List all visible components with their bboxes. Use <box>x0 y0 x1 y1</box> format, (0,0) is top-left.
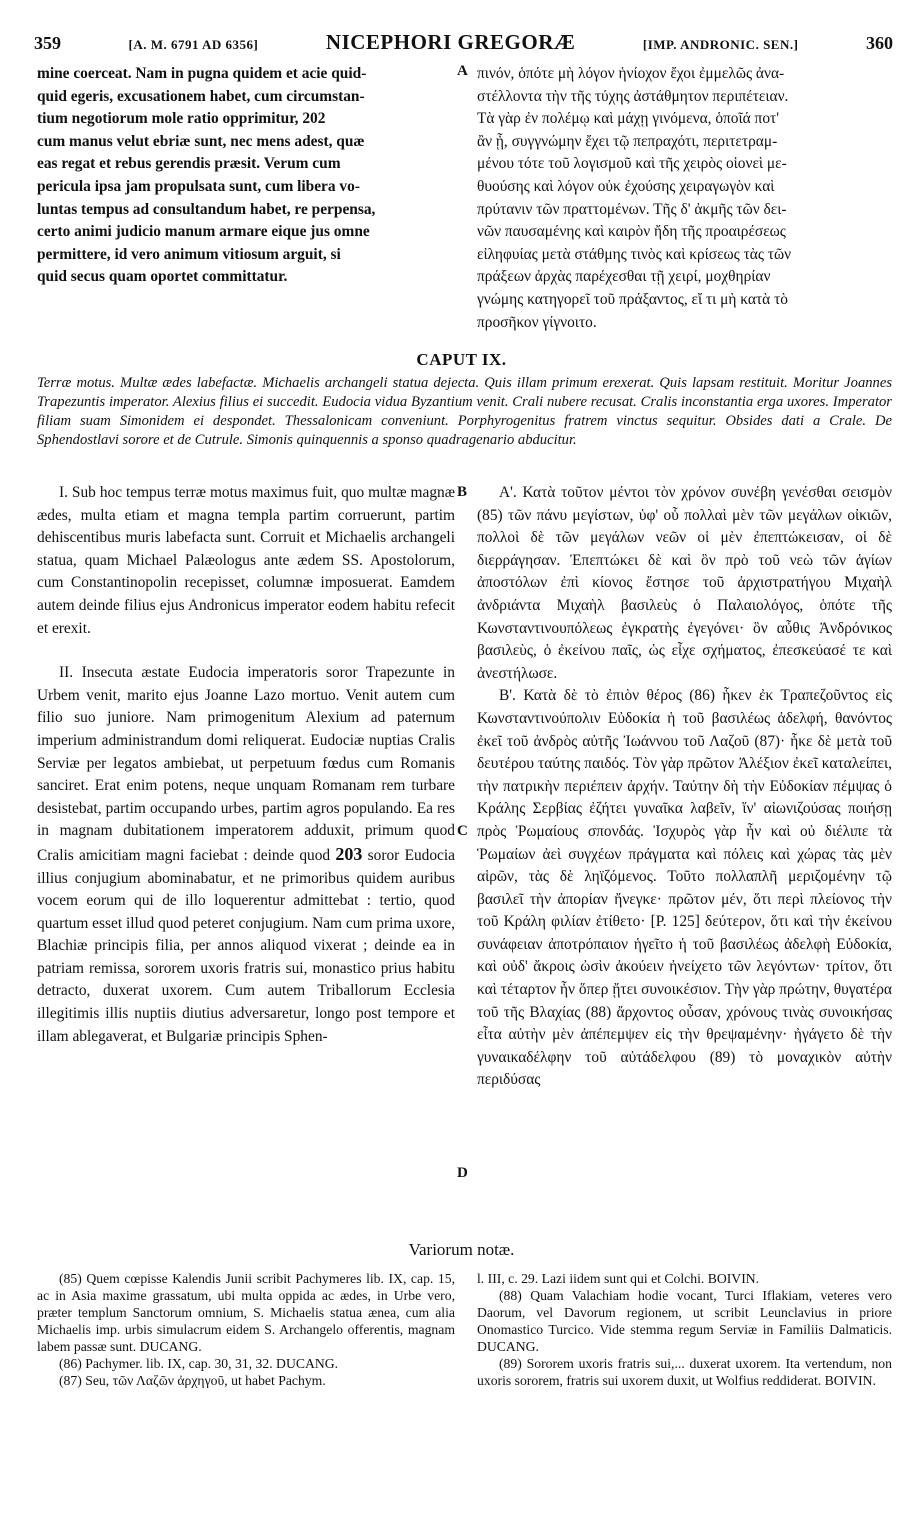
note-87: (87) Seu, τῶν Λαζῶν ἀρχηγοῦ, ut habet Pachym. <box>59 1373 326 1388</box>
note-87-continued: l. III, c. 29. Lazi iidem sunt qui et Colchi. BOIVIN. <box>477 1271 760 1286</box>
greek-top-block <box>477 63 892 334</box>
latin-top-line: pericula ipsa jam propulsata sunt, cum libera vo- <box>37 177 360 195</box>
latin-top-line: tium negotiorum mole ratio opprimitur, 202 <box>37 110 326 128</box>
latin-top-line: certo animi judicio manum armare eique jus omne <box>37 223 370 241</box>
greek-paragraph-1: Α'. Κατὰ τοῦτον μέντοι τὸν χρόνον συνέβη γενέσθαι σεισμὸν (85) τῶν πάνυ μεγίστων, ὑφ' οὗ πολλαὶ μὲν τῶν μεγάλων οἰκιῶν, πολλοὶ δὲ τῶν μεγάλων νεῶν οἱ μὲν ἐπεπτώκεισαν, οἱ δὲ διερράγησαν. Ἐπεπτώκει δὲ καὶ ὃν πρὸ τοῦ νεὼ τῶν ἁγίων ἀποστόλων ἐπὶ κίονος ἔστησε τοῦ ἀρχιστρατήγου Μιχαὴλ ἀνδριάντα Μιχαὴλ βασιλεὺς ὁ Παλαιολόγος, ὁπότε τῆς Κωνσταντινουπόλεως ἐγκρατὴς ἐγεγόνει· ὃν αὖθις Ἀνδρόνικος βασιλεὺς, ὁ ἐκείνου παῖς, ὡς εἶχε σχήματος, ἐπεσκεύασέ τε καὶ ἀνεστήλωσε. <box>477 484 892 682</box>
greek-body <box>477 482 892 1092</box>
chapter-heading: CAPUT IX. <box>416 350 507 369</box>
greek-top-line: μένου τότε τοῦ λογισμοῦ καὶ τῆς χειρὸς οἱονεὶ με- <box>477 155 787 173</box>
note-89: (89) Sororem uxoris fratris sui,... duxerat uxorem. Ita vertendum, non uxoris sororem, fratris sui uxorem duxit, ut Wolfius reddiderat. BOIVIN. <box>477 1356 892 1388</box>
left-date: [A. M. 6791 AD 6356] <box>128 37 259 52</box>
running-header <box>34 30 893 58</box>
latin-top-block <box>37 63 455 289</box>
latin-body <box>37 482 455 1048</box>
greek-top-line: πινόν, ὁπότε μὴ λόγον ἡνίοχον ἔχοι ἐμμελῶς ἀνα- <box>477 65 785 82</box>
margin-letter-d: D <box>457 1165 468 1181</box>
margin-letter-b: B <box>457 484 468 500</box>
page-title: NICEPHORI GREGORÆ <box>325 30 576 54</box>
greek-paragraph-2: Β'. Κατὰ δὲ τὸ ἐπιὸν θέρος (86) ἧκεν ἐκ Τραπεζοῦντος εἰς Κωνσταντινούπολιν Εὐδοκία ἡ τοῦ βασιλέως ἀδελφή, θανόντος ἐκεῖ τοῦ ἀνδρὸς αὐτῆς Ἰωάννου τοῦ Λαζοῦ (87)· ἧκε δὲ μετὰ τοῦ δευτέρου ταύτης παιδός. Τὸν γὰρ πρῶτον Ἀλέξιον ἐκεῖ καταλείπει, τὴν πατρικὴν περιέπειν ἀρχήν. Ταύτην δὴ τὴν Εὐδοκίαν πέμψας ὁ Κράλης Σερβίας ἐζήτει γυναῖκα λαβεῖν, ἵν' αἰωνιζούσας ποιήσῃ πρὸς Ῥωμαίους σπονδάς. Ἰσχυρὸς γὰρ ἦν καὶ οὐ διέλιπε τὰ Ῥωμαίων ἀεὶ συγχέων πράγματα καὶ πόλεις καὶ χώρας τὰς μὲν αἱρῶν, τὰς δὲ ληϊζόμενος. Τοῦτο πολλαπλῆ μεριζομένην τῷ βασιλεῖ τὴν ἀπορίαν ἤνεγκε· πρῶτον μέν, ὅτι περὶ πλείονος τὴν τοῦ Κράλη φιλίαν ἐτίθετο· [P. 125] δεύτερον, ὅτι καὶ τὴν ἐκείνου συνάφειαν ἀποτρόπαιον ἡγεῖτο ἡ τοῦ βασιλέως ἀδελφὴ Εὐδοκία, καὶ οὐδ' ἄκροις ὠσὶν ἀκούειν ἠνείχετο τῶν λεγόντων· τρίτον, ὅτι καὶ τέταρτον ἦν ὅπερ ᾔτει συνοικέσιον. Τὴν γὰρ πρώτην, θυγατέρα τοῦ τῆς Βλαχίας (88) ἄρχοντος οὖσαν, χρόνους τινὰς συνοικήσας εἶτα αὐτὴν μὲν ἀπέπεμψεν εἰς τὴν θρεψαμένην· ἠγάγετο δὲ τὴν γυναικαδέλφην τοῦ αὐτάδελφου (89) τὸ μοναχικὸν αὐτὴν περιδύσας <box>477 687 892 1089</box>
notes-left-column <box>37 1270 455 1389</box>
greek-top-line: προσῆκον γίγνοιτο. <box>477 313 597 331</box>
greek-top-line: γνώμης κατηγορεῖ τοῦ πράξαντος, εἴ τι μὴ κατὰ τὸ <box>477 290 788 308</box>
latin-top-line: cum manus velut ebriæ sunt, nec mens adest, quæ <box>37 132 365 150</box>
greek-top-line: ἂν ᾖ, συγγνώμην ἔχει τῷ πεπραχότι, περιτετραμ- <box>477 132 778 150</box>
latin-paragraph-2-continued: soror Eudocia illius conjugium abominabatur, et ne primoribus quidem auribus vocem eorum qui de illo loquerentur admittebat : tertio, quod quartum esset illud quod peteret conjugium. Nam cum prima uxore, Blachiæ principis filia, per annos aliquod vixerat ; deinde ea in patriam remissa, sororem uxoris fratris sui, monastico prius habitu detracto, duxerat uxorem. Cum autem Triballorum Ecclesia illegitimis illis nuptiis diutius adversaretur, longo post tempore et illam ablegaverat, et Bulgariæ principis Sphen- <box>37 846 455 1045</box>
note-85: (85) Quem cœpisse Kalendis Junii scribit Pachymeres lib. IX, cap. 15, ac in Asia maxime grassatum, ubi multa oppida ac ædes, in Urbe vero, præter templum Sanctorum omnium, S. Michaelis statua ænea, cum alia Michaelis imp. urbis simulacrum eidem S. Archangelo offerentis, magnam labem passæ sunt. DUCANG. <box>37 1271 455 1354</box>
greek-top-line: νῶν παυσαμένης καὶ καιρὸν ἤδη τῆς προαιρέσεως <box>477 223 786 241</box>
note-86: (86) Pachymer. lib. IX, cap. 30, 31, 32. DUCANG. <box>59 1356 339 1371</box>
greek-top-line: θυούσης καὶ λόγον οὐκ ἐχούσης χειραγωγὸν καὶ <box>477 177 775 195</box>
greek-top-line: εἰληφυίας μετὰ στάθμης τινὸς καὶ κρίσεως τὰς τῶν <box>477 245 792 263</box>
notes-heading: Variorum notæ. <box>408 1240 515 1259</box>
margin-letter-c: C <box>457 823 468 839</box>
latin-paragraph-2 <box>37 662 455 1048</box>
latin-top-line: quid secus quam oportet committatur. <box>37 268 288 286</box>
latin-top-line: mine coerceat. Nam in pugna quidem et acie quid- <box>37 65 367 82</box>
notes-right-column <box>477 1270 892 1389</box>
chapter-summary: Terræ motus. Multæ ædes labefactæ. Michaelis archangeli statua dejecta. Quis illam primum erexerat. Quis lapsam restituit. Moritur Joannes Trapezuntis imperator. Alexius filius ei succedit. Eudocia vidua Byzantium venit. Crali nubere recusat. Cralis inconstantia erga uxores. Imperator filiam suam Simonidem ei despondet. Thessalonicam conveniunt. Porphyrogenitus fratrem vinctus sequitur. Obsides dati a Crale. De Sphendostlavi sorore et de Cutrule. Simonis quinquennis a sponso quadragenario abducitur. <box>37 375 892 448</box>
latin-top-line: eas regat et rebus gerendis præsit. Verum cum <box>37 155 341 173</box>
greek-top-line: στέλλοντα τὴν τῆς τύχης ἀστάθμητον περιπέτειαν. <box>477 87 789 105</box>
greek-top-line: πράξεων ἀρχὰς παρέχεσθαι τῇ χειρί, μοχθηρίαν <box>477 268 771 286</box>
note-88: (88) Quam Valachiam hodie vocant, Turci Iflakiam, veteres vero Daorum, vel Davorum regionem, ut scribit Leunclavius in priore Onomastico Turcico. Vide stemma regum Serviæ in Familiis Dalmaticis. DUCANG. <box>477 1288 892 1354</box>
latin-top-line: luntas tempus ad consultandum habet, re perpensa, <box>37 200 376 218</box>
margin-letter-a: A <box>457 63 468 79</box>
latin-paragraph-1: I. Sub hoc tempus terræ motus maximus fuit, quo multæ magnæ ædes, multa etiam et magna templa partim corruerunt, partim dehiscentibus muris labefacta sunt. Corruit et Michaelis archangeli statua, quam Michael Palæologus ante ædem SS. Apostolorum, cum Constantinopolin recepisset, columnæ imposuerat. Eamdem autem deinde filius ejus Andronicus imperator eodem habitu refecit et erexit. <box>37 484 455 637</box>
left-page-number: 359 <box>34 33 61 53</box>
column-number-203: 203 <box>335 843 363 864</box>
latin-top-line: quid egeris, excusationem habet, cum circumstan- <box>37 87 365 105</box>
greek-top-line: πρύτανιν τῶν πραττομένων. Τῆς δ' ἀκμῆς τῶν δει- <box>477 200 787 218</box>
latin-paragraph-2-text: II. Insecuta æstate Eudocia imperatoris soror Trapezunte in Urbem venit, marito ejus Joanne Lazo mortuo. Venit autem cum filio suo juniore. Nam primogenitum Alexium ad paternum imperium administrandum domi reliquerat. Eudociæ nuptias Cralis Serviæ per legatos ambiebat, ut perpetuum fœdus cum Romanis sanciret. Erat enim potens, neque unquam Romanam rem turbare desistebat, partim occupando urbes, partim agros populando. Ea res in magnam dubitationem imperatorem adduxit, primum quod Cralis amicitiam magni faciebat : deinde quod <box>37 664 455 864</box>
latin-top-line: permittere, id vero animum vitiosum arguit, si <box>37 245 341 263</box>
right-bracket: [IMP. ANDRONIC. SEN.] <box>642 37 799 52</box>
right-page-number: 360 <box>865 33 893 53</box>
greek-top-line: Τὰ γὰρ ἐν πολέμῳ καὶ μάχῃ γινόμενα, ὁποῖά ποτ' <box>477 110 779 128</box>
